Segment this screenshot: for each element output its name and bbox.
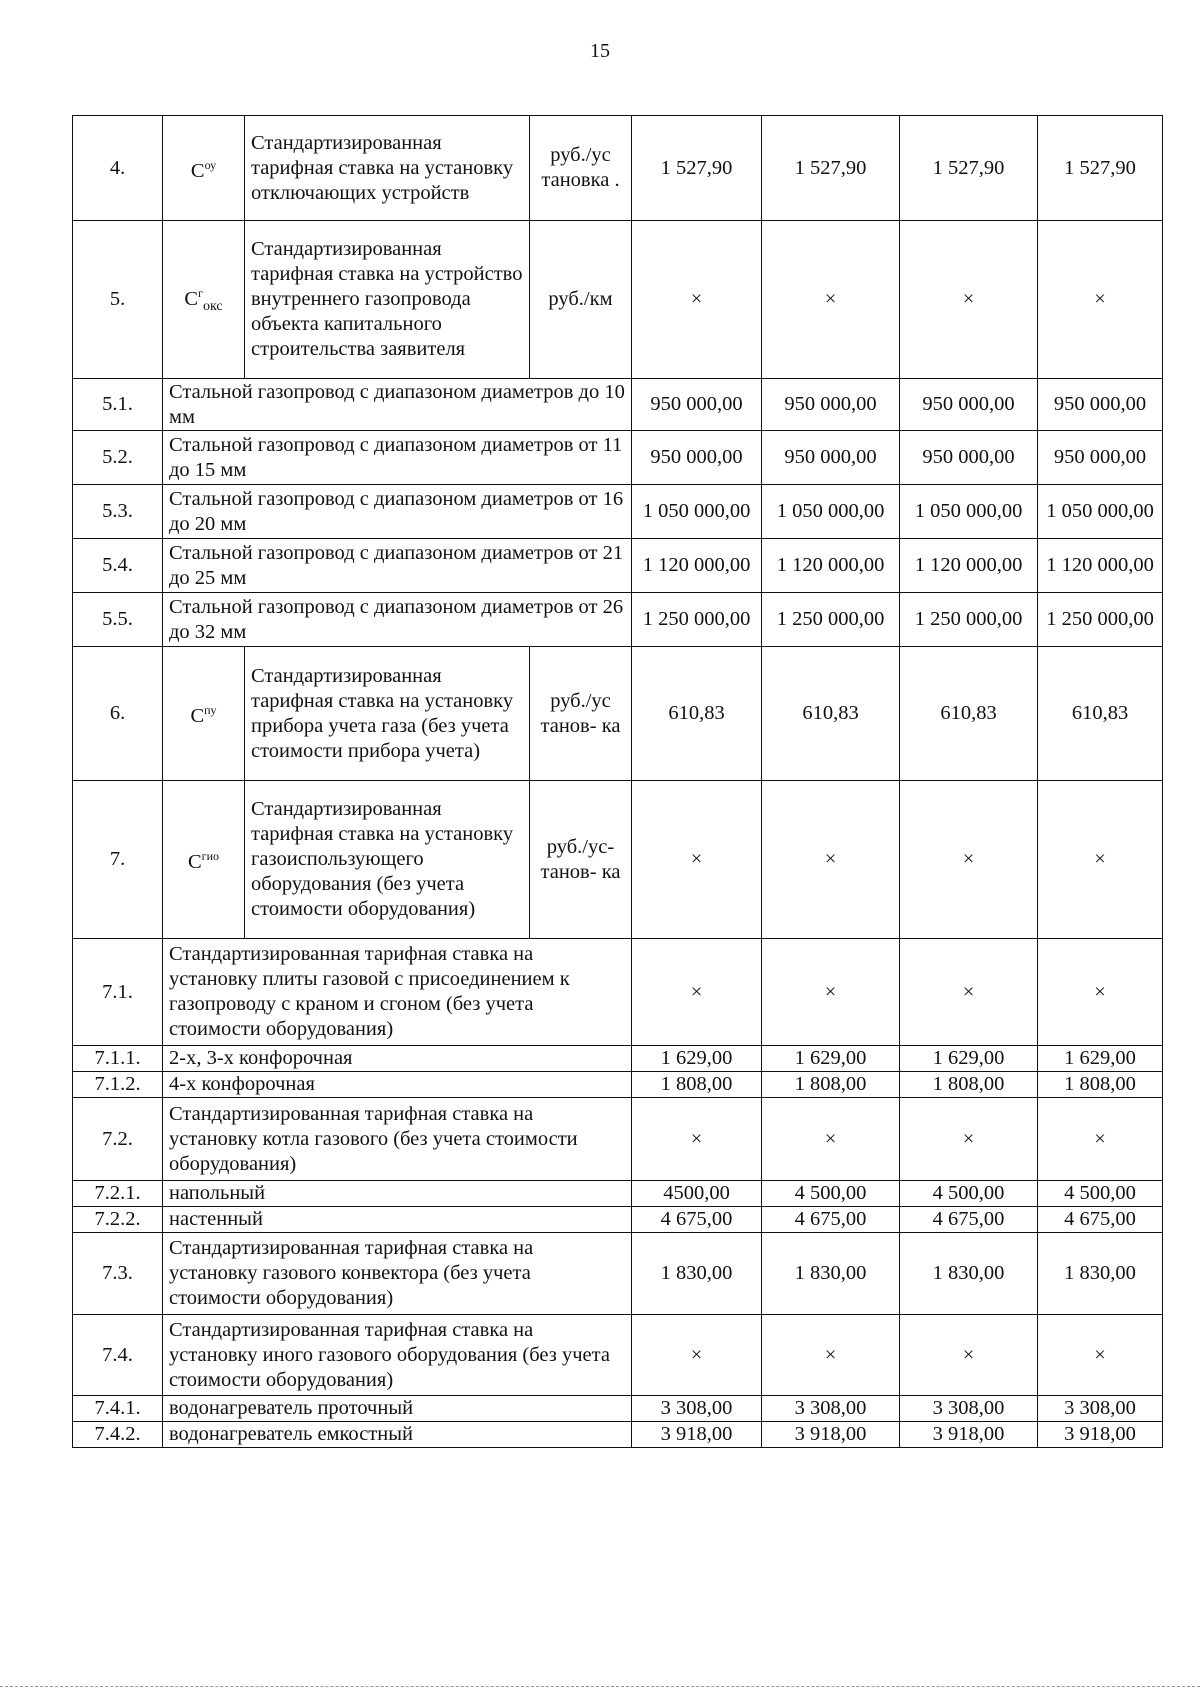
value-cell: 3 918,00 [1038,1422,1163,1448]
value-cell: 950 000,00 [632,379,762,431]
value-cell: 1 527,90 [1038,116,1163,221]
row-description: Стальной газопровод с диапазоном диаметров от 11 до 15 мм [163,431,632,485]
value-cell: 4 675,00 [762,1207,900,1233]
value-cell: × [1038,1098,1163,1181]
value-cell: 3 308,00 [1038,1396,1163,1422]
row-description: Стандартизированная тарифная ставка на установку газоиспользующего оборудования (без учета стоимости оборудования) [245,781,530,939]
page-number: 15 [590,40,610,62]
table-row [73,1315,1163,1396]
row-number: 7.4. [73,1315,163,1396]
value-cell: 610,83 [900,647,1038,781]
value-cell: 1 527,90 [762,116,900,221]
tariff-code: $С^{гио}$ [163,781,245,939]
value-cell: 1 050 000,00 [1038,485,1163,539]
row-description: Стальной газопровод с диапазоном диаметров до 10 мм [163,379,632,431]
row-description: водонагреватель емкостный [163,1422,632,1448]
row-number: 7.4.2. [73,1422,163,1448]
value-cell: × [1038,939,1163,1046]
value-cell: × [632,1098,762,1181]
row-description: Стальной газопровод с диапазоном диаметров от 26 до 32 мм [163,593,632,647]
row-number: 5.1. [73,379,163,431]
table-row [73,539,1163,593]
row-description: Стандартизированная тарифная ставка на установку газового конвектора (без учета стоимости оборудования) [163,1233,632,1315]
table-row [73,221,1163,379]
value-cell: 1 629,00 [900,1046,1038,1072]
value-cell: 4 675,00 [1038,1207,1163,1233]
row-description: Стандартизированная тарифная ставка на установку котла газового (без учета стоимости оборудования) [163,1098,632,1181]
row-description: 4-х конфорочная [163,1072,632,1098]
value-cell: 1 808,00 [762,1072,900,1098]
table-row [73,1396,1163,1422]
value-cell: 3 308,00 [900,1396,1038,1422]
value-cell: 4 675,00 [632,1207,762,1233]
value-cell: × [1038,781,1163,939]
row-description: напольный [163,1181,632,1207]
value-cell: 610,83 [632,647,762,781]
value-cell: × [762,1098,900,1181]
value-cell: × [1038,221,1163,379]
value-cell: 1 808,00 [900,1072,1038,1098]
value-cell: 1 050 000,00 [762,485,900,539]
row-number: 7.2. [73,1098,163,1181]
row-number: 7.2.2. [73,1207,163,1233]
value-cell: × [632,939,762,1046]
value-cell: × [632,781,762,939]
value-cell: 950 000,00 [762,431,900,485]
value-cell: 1 527,90 [632,116,762,221]
value-cell: × [900,1098,1038,1181]
tariff-code: $С^{пу}$ [163,647,245,781]
table-row [73,939,1163,1046]
value-cell: 1 250 000,00 [1038,593,1163,647]
tariff-code: $С^{оу}$ [163,116,245,221]
row-description: Стандартизированная тарифная ставка на устройство внутреннего газопровода объекта капитального строительства заявителя [245,221,530,379]
row-number: 6. [73,647,163,781]
table-row [73,116,1163,221]
row-number: 4. [73,116,163,221]
value-cell: × [762,221,900,379]
value-cell: 4 500,00 [1038,1181,1163,1207]
row-number: 7. [73,781,163,939]
table-row [73,431,1163,485]
row-number: 7.2.1. [73,1181,163,1207]
table-row [73,1046,1163,1072]
value-cell: 3 918,00 [900,1422,1038,1448]
value-cell: 950 000,00 [900,431,1038,485]
value-cell: 4500,00 [632,1181,762,1207]
value-cell: × [762,1315,900,1396]
value-cell: 1 629,00 [1038,1046,1163,1072]
value-cell: 1 050 000,00 [900,485,1038,539]
value-cell: × [632,1315,762,1396]
table-row [73,1422,1163,1448]
value-cell: × [900,781,1038,939]
value-cell: 950 000,00 [762,379,900,431]
scan-edge-line [0,1686,1200,1687]
value-cell: 950 000,00 [1038,379,1163,431]
row-unit: руб./ус танов- ка [530,647,632,781]
row-description: Стандартизированная тарифная ставка на установку плиты газовой с присоединением к газопроводу с краном и сгоном (без учета стоимости оборудования) [163,939,632,1046]
value-cell: 950 000,00 [632,431,762,485]
tariff-table [72,115,1163,1448]
value-cell: 3 308,00 [762,1396,900,1422]
table-row [73,1207,1163,1233]
row-number: 7.1.1. [73,1046,163,1072]
value-cell: 1 629,00 [632,1046,762,1072]
table-row [73,379,1163,431]
row-description: Стандартизированная тарифная ставка на установку иного газового оборудования (без учета стоимости оборудования) [163,1315,632,1396]
row-description: настенный [163,1207,632,1233]
table-row [73,1098,1163,1181]
row-number: 5.3. [73,485,163,539]
value-cell: 1 830,00 [900,1233,1038,1315]
table-row [73,647,1163,781]
value-cell: 1 120 000,00 [632,539,762,593]
value-cell: 950 000,00 [1038,431,1163,485]
value-cell: 3 918,00 [632,1422,762,1448]
row-description: Стальной газопровод с диапазоном диаметров от 16 до 20 мм [163,485,632,539]
row-description: водонагреватель проточный [163,1396,632,1422]
value-cell: 1 808,00 [1038,1072,1163,1098]
value-cell: 1 830,00 [632,1233,762,1315]
value-cell: × [762,939,900,1046]
value-cell: 3 918,00 [762,1422,900,1448]
table-row [73,1072,1163,1098]
table-row [73,781,1163,939]
value-cell: 610,83 [762,647,900,781]
row-number: 5.4. [73,539,163,593]
value-cell: 1 120 000,00 [900,539,1038,593]
value-cell: 1 120 000,00 [1038,539,1163,593]
row-unit: руб./км [530,221,632,379]
value-cell: 4 500,00 [900,1181,1038,1207]
row-unit: руб./ус- танов- ка [530,781,632,939]
value-cell: 1 808,00 [632,1072,762,1098]
row-number: 7.3. [73,1233,163,1315]
value-cell: × [900,221,1038,379]
value-cell: × [762,781,900,939]
value-cell: 1 250 000,00 [900,593,1038,647]
row-unit: руб./ус тановка . [530,116,632,221]
row-number: 7.1. [73,939,163,1046]
value-cell: × [632,221,762,379]
value-cell: 1 629,00 [762,1046,900,1072]
value-cell: 950 000,00 [900,379,1038,431]
value-cell: 1 250 000,00 [632,593,762,647]
value-cell: × [900,1315,1038,1396]
row-description: 2-х, 3-х конфорочная [163,1046,632,1072]
row-number: 5. [73,221,163,379]
table-row [73,1181,1163,1207]
row-number: 7.4.1. [73,1396,163,1422]
table-row [73,593,1163,647]
row-description: Стандартизированная тарифная ставка на установку отключающих устройств [245,116,530,221]
table-row [73,485,1163,539]
row-number: 5.2. [73,431,163,485]
row-number: 5.5. [73,593,163,647]
value-cell: 1 250 000,00 [762,593,900,647]
row-description: Стандартизированная тарифная ставка на установку прибора учета газа (без учета стоимости прибора учета) [245,647,530,781]
value-cell: 1 830,00 [1038,1233,1163,1315]
value-cell: 610,83 [1038,647,1163,781]
value-cell: × [1038,1315,1163,1396]
value-cell: × [900,939,1038,1046]
table-row [73,1233,1163,1315]
row-description: Стальной газопровод с диапазоном диаметров от 21 до 25 мм [163,539,632,593]
row-number: 7.1.2. [73,1072,163,1098]
value-cell: 1 120 000,00 [762,539,900,593]
value-cell: 4 500,00 [762,1181,900,1207]
value-cell: 4 675,00 [900,1207,1038,1233]
value-cell: 1 050 000,00 [632,485,762,539]
value-cell: 1 830,00 [762,1233,900,1315]
value-cell: 1 527,90 [900,116,1038,221]
tariff-code: $С^г_{окс}$ [163,221,245,379]
value-cell: 3 308,00 [632,1396,762,1422]
